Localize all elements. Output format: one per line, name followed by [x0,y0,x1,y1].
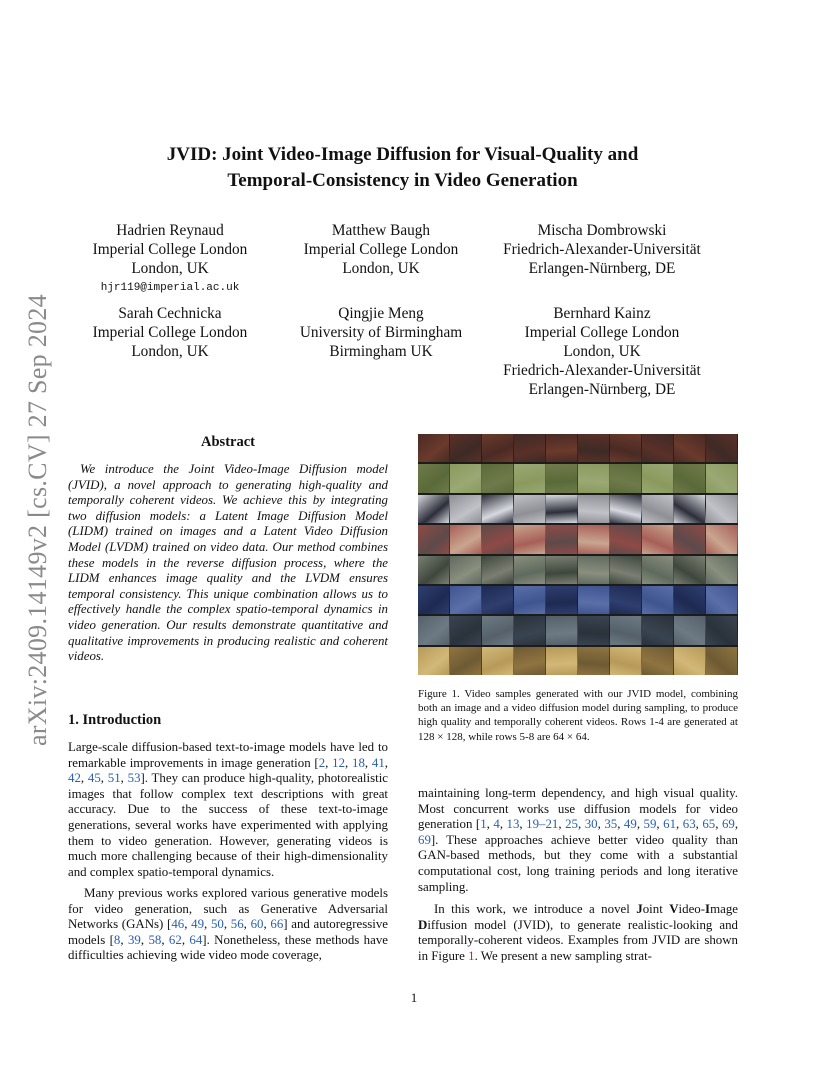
citation-link[interactable]: 4 [493,817,500,832]
video-frame [674,464,706,492]
video-frame [578,495,610,523]
abstract-text: We introduce the Joint Video-Image Diffusion model (JVID), a novel approach to generating high-quality and temporally coherent videos. We achieve this by integrating two diffusion models: a Latent Image Diffusion Model (LIDM) trained on images and a Latent Video Diffusion Model (LVDM) trained on video data. Our method combines these models in the reverse diffusion process, where the LIDM enhances image quality and the LVDM ensures temporal consistency. This unique combination allows us to effectively handle the complex spatio-temporal dynamics in video generation. Our results demonstrate quantitative and qualitative improvements in producing realistic and coherent videos. [68,462,388,664]
video-frame [674,647,706,675]
citation-link[interactable]: 45 [87,771,101,786]
video-frame [610,616,642,644]
intro-paragraph-1: Large-scale diffusion-based text-to-image models have led to remarkable improvements in image generation [2, 12, 18, 41, 42, 45, 51, 53]. They can produce high-quality, photorealistic images that follow complex text descriptions with great accuracy. Due to the success of these text-to-image generations, several works have experimented with applying them to video generation. However, generating videos is much more challenging because of their high-dimensionality and complex spatio-temporal dynamics. [68,740,388,879]
citation-link[interactable]: 58 [148,932,162,947]
citation-link[interactable]: 65 [702,817,716,832]
video-frame [578,647,610,675]
video-frame [482,556,514,584]
video-frame [706,647,738,675]
figure-row-5 [418,556,738,584]
author-name: Mischa Dombrowski [537,222,667,239]
author-email[interactable]: hjr119@imperial.ac.uk [100,282,240,294]
video-frame [546,434,578,462]
citation-link[interactable]: 49 [623,817,637,832]
video-frame [418,647,450,675]
author-affiliation-2: Friedrich-Alexander-Universität [503,362,701,379]
citation-link[interactable]: 13 [506,817,520,832]
video-frame [450,434,482,462]
video-frame [674,616,706,644]
author-block-2 [266,221,496,278]
figure-row-7 [418,616,738,644]
citation-link[interactable]: 18 [352,755,365,770]
video-frame [546,525,578,553]
video-frame [514,586,546,614]
author-affiliation: Friedrich-Alexander-Universität [503,241,701,258]
figure-reference-link[interactable]: 1 [468,948,475,963]
right-paragraph-1: maintaining long-term dependency, and high visual quality. Most concurrent works use diffusion models for video generation [1, 4, 13, 19–21, 25, 30, 35, 49, 59, 61, 63, 65, 69, 69]. These approaches achieve better video quality than GAN-based methods, but they come with a substantial computational cost, long training periods and long iterative sampling. [418,786,739,894]
video-frame [482,464,514,492]
video-frame [578,586,610,614]
author-block-1 [55,221,285,298]
citation-link[interactable]: 1 [480,817,487,832]
figure-row-6 [418,586,738,614]
video-frame [610,495,642,523]
citation-link[interactable]: 60 [250,917,264,932]
video-frame [706,556,738,584]
author-affiliation: Imperial College London [524,324,680,341]
video-frame [546,586,578,614]
video-frame [642,464,674,492]
video-frame [482,434,514,462]
video-frame [578,616,610,644]
citation-link[interactable]: 12 [332,755,346,770]
citation-link[interactable]: 56 [230,917,244,932]
video-frame [706,464,738,492]
citation-link[interactable]: 69 [418,832,431,847]
video-frame [482,525,514,553]
video-frame [578,525,610,553]
video-frame [514,464,546,492]
video-frame [450,616,482,644]
figure-row-2 [418,464,738,492]
video-frame [578,556,610,584]
citation-link[interactable]: 41 [371,755,385,770]
citation-link[interactable]: 8 [113,932,121,947]
author-affiliation: Imperial College London [303,241,459,258]
author-block-4 [55,304,285,361]
citation-link[interactable]: 42 [68,771,81,786]
author-affiliation: University of Birmingham [299,324,463,341]
citation-link[interactable]: 39 [127,932,141,947]
video-frame [674,525,706,553]
video-frame [546,616,578,644]
video-frame [706,434,738,462]
video-frame [674,586,706,614]
citation-link[interactable]: 53 [127,771,141,786]
video-frame [450,495,482,523]
right-paragraph-2: In this work, we introduce a novel Joint Video-Image Diffusion model (JVID), to generate realistic-looking and temporally-coherent videos. Examples from JVID are shown in Figure 1. We present a new sampling strat- [418,902,738,963]
bold-letter: D [418,917,428,932]
video-frame [450,586,482,614]
abstract-heading: Abstract [201,434,255,450]
video-frame [642,586,674,614]
video-frame [482,495,514,523]
citation-link[interactable]: 49 [191,917,205,932]
author-location: Birmingham UK [329,343,433,360]
author-location-2: Erlangen-Nürnberg, DE [528,381,676,398]
author-name: Sarah Cechnicka [118,305,222,322]
video-frame [674,434,706,462]
author-location: London, UK [131,343,209,360]
figure-caption: Figure 1. Video samples generated with our JVID model, combining both an image and a video diffusion model during sampling, to produce high quality and temporally coherent videos. Rows 1-4 are generated at 128 × 128, while rows 5-8 are 64 × 64. [418,688,738,743]
figure-row-4 [418,525,738,553]
video-frame [514,525,546,553]
paper-title [100,142,705,194]
video-frame [706,586,738,614]
citation-link[interactable]: 25 [565,817,578,832]
bold-letter: J [636,902,643,916]
video-frame [642,647,674,675]
author-block-3 [487,221,717,278]
citation-link[interactable]: 50 [210,917,224,932]
video-frame [514,616,546,644]
video-frame [450,464,482,492]
citation-link[interactable]: 19–21 [526,817,559,832]
author-location: Erlangen-Nürnberg, DE [528,260,676,277]
video-frame [706,525,738,553]
figure-row-3 [418,495,738,523]
video-frame [418,556,450,584]
video-frame [418,495,450,523]
citation-link[interactable]: 30 [584,817,598,832]
video-frame [610,525,642,553]
author-name: Hadrien Reynaud [116,222,224,239]
video-frame [514,556,546,584]
author-location: London, UK [563,343,641,360]
video-frame [482,647,514,675]
video-frame [610,434,642,462]
citation-link[interactable]: 63 [682,817,696,832]
video-frame [418,525,450,553]
citation-link[interactable]: 69 [721,817,735,832]
citation-link[interactable]: 61 [663,817,677,832]
video-frame [642,434,674,462]
figure-1-video-samples [418,434,738,675]
video-frame [418,616,450,644]
video-frame [418,586,450,614]
title-line-2: Temporal-Consistency in Video Generation [227,170,578,191]
page-number: 1 [410,990,418,1005]
video-frame [482,616,514,644]
citation-link[interactable]: 66 [270,917,284,932]
video-frame [578,434,610,462]
author-affiliation: Imperial College London [92,324,248,341]
author-block-6 [487,304,717,399]
citation-link[interactable]: 2 [318,755,326,770]
author-location: London, UK [342,260,420,277]
introduction-heading: 1. Introduction [68,712,162,728]
video-frame [610,556,642,584]
bold-letter: V [669,902,679,916]
author-block-5 [266,304,496,361]
author-name: Matthew Baugh [331,222,431,239]
author-location: London, UK [131,260,209,277]
video-frame [706,495,738,523]
video-frame [578,464,610,492]
video-frame [514,495,546,523]
video-frame [450,647,482,675]
figure-row-1 [418,434,738,462]
bold-letter: I [705,902,711,916]
video-frame [642,525,674,553]
citation-link[interactable]: 46 [171,917,185,932]
author-affiliation: Imperial College London [92,241,248,258]
citation-link[interactable]: 51 [107,771,121,786]
video-frame [610,586,642,614]
video-frame [674,556,706,584]
video-frame [642,495,674,523]
video-frame [706,616,738,644]
citation-link[interactable]: 35 [604,817,618,832]
video-frame [546,647,578,675]
video-frame [546,495,578,523]
author-name: Qingjie Meng [338,305,424,322]
citation-link[interactable]: 59 [643,817,657,832]
video-frame [450,556,482,584]
title-line-1: JVID: Joint Video-Image Diffusion for Visual-Quality and [166,144,639,165]
citation-link[interactable]: 62 [168,932,182,947]
video-frame [642,616,674,644]
video-frame [514,434,546,462]
video-frame [546,556,578,584]
video-frame [482,586,514,614]
author-name: Bernhard Kainz [553,305,651,322]
video-frame [418,434,450,462]
citation-link[interactable]: 64 [189,932,203,947]
video-frame [418,464,450,492]
video-frame [610,647,642,675]
arxiv-stamp: arXiv:2409.14149v2 [cs.CV] 27 Sep 2024 [23,294,52,746]
video-frame [642,556,674,584]
figure-row-8 [418,647,738,675]
video-frame [674,495,706,523]
video-frame [610,464,642,492]
video-frame [546,464,578,492]
intro-paragraph-2: Many previous works explored various generative models for video generation, such as Generative Adversarial Networks (GANs) [46, 49, 50, 56, 60, 66] and autoregressive models [8, 39, 58, 62, 64]. Nonetheless, these methods have difficulties achieving wide video mode coverage, [68,886,389,963]
video-frame [450,525,482,553]
video-frame [514,647,546,675]
